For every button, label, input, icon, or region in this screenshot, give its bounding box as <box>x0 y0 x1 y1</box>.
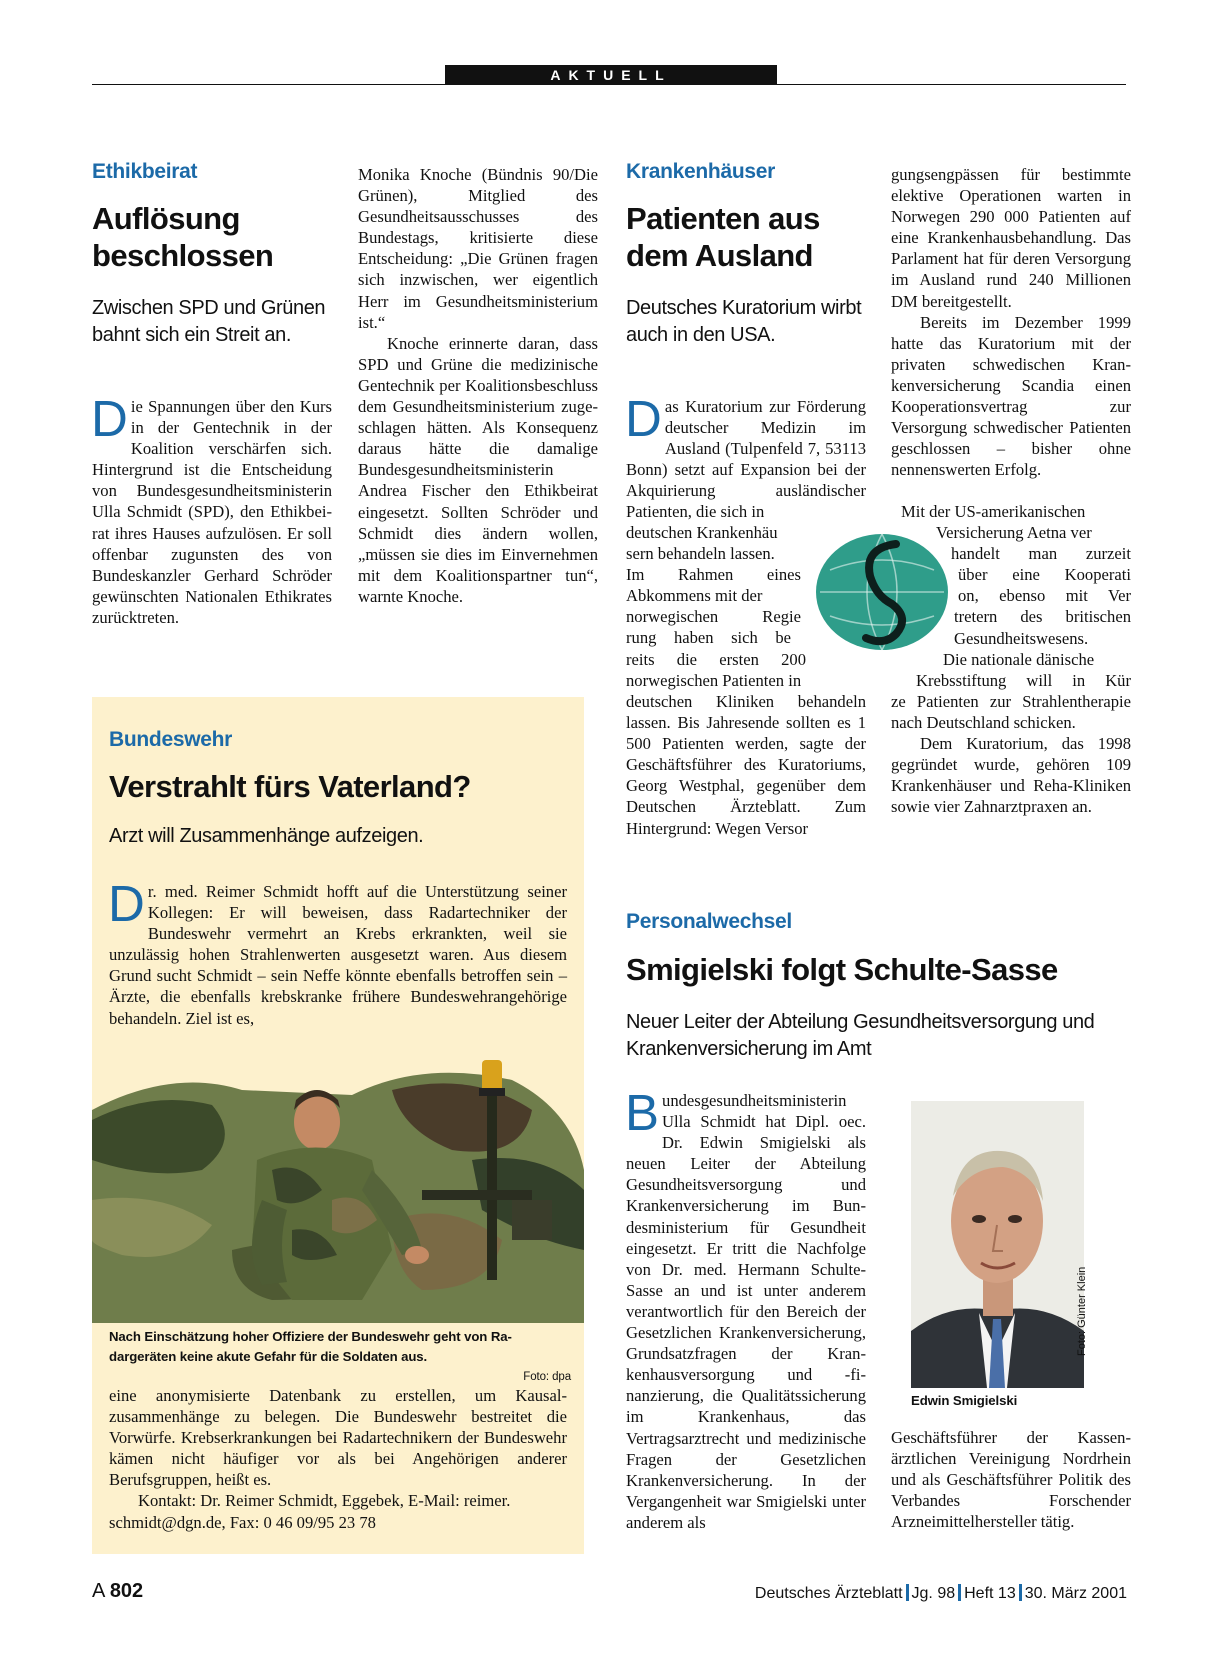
dropcap: D <box>108 875 145 932</box>
body-text: undesgesundheitsministerin Ulla Schmidt hat Dipl. oec. Dr. Edwin Smigielski als neuen Leiter der Abteilung Gesundheitsversorgung und Krankenversicherung im Bundesministerium für Gesundheit eingesetzt. Er tritt die Nachfolge von Dr. med. Hermann Schulte-Sasse an und ist unter anderem verantwortlich für den Bereich der Gesetzlichen Krankenversicherung, Grundsatzfragen der Krankenhausversorgung und -finanzierung, die Qualitätssicherung im Krankenhaus, das Vertragsarztrecht und medizinische Fragen der Gesetzlichen Krankenversicherung. In der Vergangenheit war Smigielski unter anderem als <box>626 1091 866 1532</box>
headline-bundeswehr: Verstrahlt fürs Vaterland? <box>109 769 471 804</box>
journal-volume: Jg. 98 <box>911 1585 956 1602</box>
radar-soldier-photo <box>92 1050 584 1323</box>
kicker-personalwechsel: Personalwechsel <box>626 910 792 933</box>
page-number-value: 802 <box>109 1580 144 1602</box>
wrap-line: norwegischen Regie <box>626 607 801 627</box>
wrap-line: on, ebenso mit Ver <box>958 586 1131 606</box>
wrap-line: Versicherung Aetna ver <box>936 523 1092 543</box>
body-column-kranken-2b <box>891 691 1131 818</box>
photo-credit-dpa: Foto: dpa <box>523 1371 571 1383</box>
journal-date: 30. März 2001 <box>1024 1585 1127 1602</box>
radar-soldier-image <box>92 1050 584 1323</box>
wrap-line: rung haben sich be <box>626 628 791 648</box>
body-column-ethik-2 <box>358 164 598 607</box>
footer-separator <box>958 1584 961 1601</box>
wrap-line: Krebsstiftung will in Kür <box>916 670 1131 690</box>
portrait-image <box>911 1101 1084 1388</box>
body-paragraph: eine anonymisierte Datenbank zu erstellen, um Kausalzusammenhänge zu belegen. Die Bundeswehr bestreitet die Vorwürfe. Krebserkrankungen bei Radartechnikern der Bundeswehr kämen nicht häufiger vor als bei Angehörigen anderer Berufsgruppen, heißt es. <box>109 1386 567 1490</box>
wrap-line: reits die ersten 200 <box>626 649 806 669</box>
smigielski-portrait <box>911 1101 1084 1388</box>
body-paragraph: Dem Kuratorium, das 1998 gegründet wurde, gehören 109 Krankenhäuser und Reha-Kliniken sowie vier Zahnarztpraxen an. <box>891 734 1131 817</box>
body-text: r. med. Reimer Schmidt hofft auf die Unterstützung seiner Kollegen: Er will beweisen, dass Radartechniker der Bundeswehr vermehrt an Krebs erkrankten, weil sie unzulässig hohen Strahlenwerten ausgesetzt waren. Aus diesem Grund sucht Schmidt – sein Neffe könnte ebenfalls betroffen sein – Ärzte, die ebenfalls krebskranke frühere Bundeswehrangehörige behandeln. Ziel ist es, <box>109 882 567 1028</box>
wrap-line: deutschen Krankenhäu <box>626 523 778 542</box>
body-column-kranken-2 <box>891 164 1131 480</box>
section-tag: AKTUELL <box>445 65 777 85</box>
contact-paragraph: Kontakt: Dr. Reimer Schmidt, Eggebek, E-Mail: reimer. schmidt@dgn.de, Fax: 0 46 09/95 23 78 <box>109 1491 511 1532</box>
footer-separator <box>1019 1584 1022 1601</box>
wrap-line: Die nationale dänische <box>943 649 1095 669</box>
subline-bundeswehr: Arzt will Zusammenhänge aufzeigen. <box>109 825 424 847</box>
photo-caption-bundeswehr <box>109 1327 571 1387</box>
wrap-line: Abkommens mit der <box>626 586 763 606</box>
wrap-line: Im Rahmen eines <box>626 565 801 585</box>
caption-text: Nach Einschätzung hoher Offiziere der Bundeswehr geht von Radargeräten keine akute Gefahr für die Soldaten aus. <box>109 1329 512 1364</box>
body-text: as Kuratorium zur Förderung deutscher Medizin im Ausland (Tulpenfeld 7, 53113 Bonn) setzt auf Expansion bei der Akquirierung ausländischer Patienten, die sich in <box>626 397 866 522</box>
headline-krankenhaeuser: Patienten aus dem Ausland <box>626 201 820 273</box>
body-paragraph: deutschen Kliniken behandeln lassen. Bis Jahresende sollten es 1 500 Patienten werden, sagte der Geschäftsführer des Kuratoriums, Georg Westphal, gegenüber dem Deutschen Ärzteblatt. Zum Hintergrund: Wegen Versor <box>626 692 866 838</box>
journal-name: Deutsches Ärzteblatt <box>754 1585 903 1602</box>
body-paragraph: Bereits im Dezember 1999 hatte das Kuratorium mit der privaten schwedischen Krankenversicherung Scandia einen Kooperationsvertrag zur Versorgung schwedischer Patienten geschlossen – bisher ohne nennenswerten Erfolg. <box>891 312 1131 480</box>
page-prefix: A <box>92 1580 105 1602</box>
body-paragraph: gungsengpässen für bestimmte elektive Operationen warten in Norwegen 290 000 Patienten auf eine Krankenhausbehandlung. Das Parlament hat für deren Versorgung im Ausland rund 240 Millionen DM bereitgestellt. <box>891 165 1131 311</box>
journal-issue: Heft 13 <box>964 1585 1016 1602</box>
header-rule <box>92 84 1126 85</box>
dropcap: B <box>625 1084 660 1141</box>
wrap-line: norwegischen Patienten in <box>626 670 802 690</box>
subline-krankenhaeuser: Deutsches Kuratorium wirbt auch in den USA. <box>626 297 862 346</box>
body-paragraph: Geschäftsführer der Kassenärztlichen Vereinigung Nordrhein und als Geschäftsführer Politik des Verbandes Forschender Arzneimittelhersteller tätig. <box>891 1428 1131 1532</box>
dropcap: D <box>91 390 128 447</box>
wrap-line: handelt man zurzeit <box>951 544 1131 564</box>
headline-personalwechsel: Smigielski folgt Schulte-Sasse <box>626 952 1058 987</box>
body-column-personal-2 <box>891 1427 1131 1532</box>
body-bundeswehr-2 <box>109 1385 567 1533</box>
portrait-caption: Edwin Smigielski <box>911 1393 1018 1408</box>
wrap-line: sern behandeln lassen. <box>626 544 775 564</box>
wrap-line: tretern des britischen <box>954 607 1131 627</box>
kicker-bundeswehr: Bundeswehr <box>109 728 233 751</box>
wrap-line: Mit der US-amerikanischen <box>901 502 1086 521</box>
footer-separator <box>906 1584 909 1601</box>
dropcap: D <box>625 390 662 447</box>
wrap-line: über eine Kooperati <box>958 565 1131 585</box>
body-paragraph: Knoche erinnerte daran, dass SPD und Grüne die medizinische Gentechnik per Koalitionsbeschluss dem Gesundheitsministerium zugeschlagen hätten. Als Konsequenz daraus hätte die damalige Bundesgesundheitsministerin Andrea Fischer den Ethikbeirat eingesetzt. Sollten Schröder und Schmidt dies ändern wollen, „müssen sie dies im Einvernehmen mit dem Koalitionspartner tun“, warnte Knoche. <box>358 333 598 606</box>
body-column-ethik-1 <box>91 390 332 628</box>
body-column-kranken-1b <box>626 691 866 839</box>
body-column-kranken-1 <box>625 390 866 523</box>
body-paragraph: Monika Knoche (Bündnis 90/Die Grünen), Mitglied des Gesundheitsausschusses des Bundestags, kritisierte diese Entscheidung: „Die Grünen fragen sich inzwischen, wer eigentlich Herr im Gesundheitsministerium ist.“ <box>358 165 598 332</box>
body-text: ie Spannungen über den Kurs in der Gentechnik in der Koalition verschärfen sich. Hintergrund ist die Entscheidung von Bundesgesundheitsministerin Ulla Schmidt (SPD), den Ethikbeirat ihres Hauses aufzulösen. Er soll offenbar zugunsten des von Bundeskanzler Gerhard Schröder gewünschten Nationalen Ethikrates zurücktreten. <box>92 397 332 627</box>
wrap-lines-kranken-2 <box>891 501 1131 691</box>
footer-journal-info <box>755 1584 1127 1603</box>
subline-ethikbeirat: Zwischen SPD und Grünen bahnt sich ein Streit an. <box>92 297 326 346</box>
wrap-line: Gesundheitswesens. <box>954 628 1089 648</box>
kicker-ethikbeirat: Ethikbeirat <box>92 160 198 183</box>
body-column-personal-1 <box>625 1084 866 1533</box>
kicker-krankenhaeuser: Krankenhäuser <box>626 160 775 183</box>
headline-ethikbeirat: Auflösung beschlossen <box>92 201 274 273</box>
body-paragraph: ze Patienten zur Strahlentherapie nach Deutschland schicken. <box>891 692 1131 733</box>
body-bundeswehr-1 <box>108 875 567 1029</box>
page-number <box>92 1580 143 1603</box>
subline-personalwechsel: Neuer Leiter der Abteilung Gesundheitsversorgung und Krankenversicherung im Amt <box>626 1011 1095 1060</box>
photo-credit-klein: Foto: Günter Klein <box>1076 1266 1088 1356</box>
